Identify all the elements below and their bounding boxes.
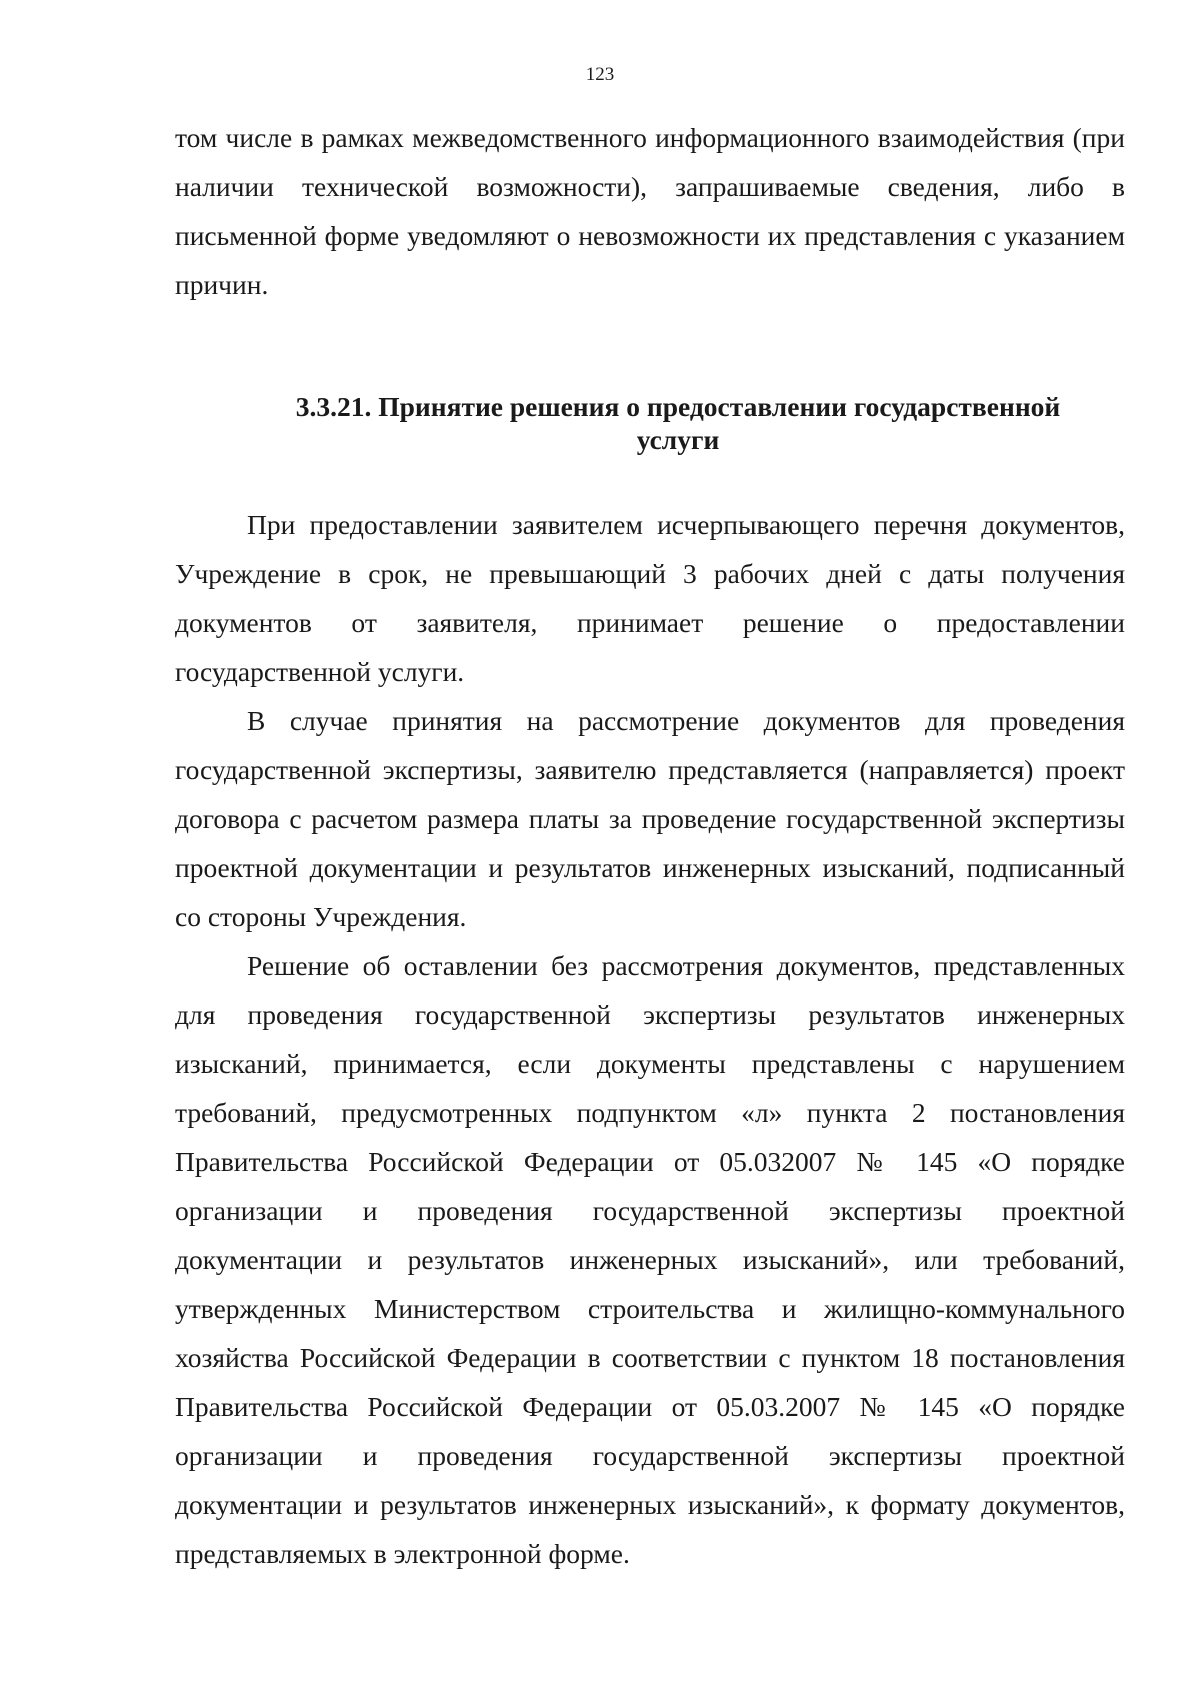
paragraph-rejection: Решение об оставлении без рассмотрения документов, представленных для проведения государственной экспертизы результатов инженерных изысканий, принимается, если документы представлены с нарушением требований, предусмотренных подпунктом «л» пункта 2 постановления Правительства Российской Федерации от 05.032007 № 145 «О порядке организации и проведения государственной экспертизы проектной документации и результатов инженерных изысканий», или требований, утвержденных Министерством строительства и жилищно-коммунального хозяйства Российской Федерации в соответствии с пунктом 18 постановления Правительства Российской Федерации от 05.03.2007 № 145 «О порядке организации и проведения государственной экспертизы проектной документации и результатов инженерных изысканий», к формату документов, представляемых в электронной форме. bbox=[175, 950, 1125, 1569]
section-heading-line1: 3.3.21. Принятие решения о предоставлении государственной bbox=[295, 391, 1061, 422]
page-number: 123 bbox=[585, 64, 615, 85]
section-heading bbox=[175, 390, 1125, 456]
continuation-paragraph: том числе в рамках межведомственного информационного взаимодействия (при наличии технической возможности), запрашиваемые сведения, либо в письменной форме уведомляют о невозможности их представления с указанием причин. bbox=[175, 122, 1125, 300]
paragraph-contract: В случае принятия на рассмотрение документов для проведения государственной экспертизы, заявителю представляется (направляется) проект договора с расчетом размера платы за проведение государственной экспертизы проектной документации и результатов инженерных изысканий, подписанный со стороны Учреждения. bbox=[175, 705, 1125, 932]
spacer bbox=[175, 309, 1125, 390]
section-heading-line2: услуги bbox=[636, 424, 720, 455]
spacer bbox=[175, 456, 1125, 500]
document-body bbox=[175, 113, 1125, 1578]
paragraph-decision: При предоставлении заявителем исчерпывающего перечня документов, Учреждение в срок, не превышающий 3 рабочих дней с даты получения документов от заявителя, принимает решение о предоставлении государственной услуги. bbox=[175, 509, 1125, 687]
